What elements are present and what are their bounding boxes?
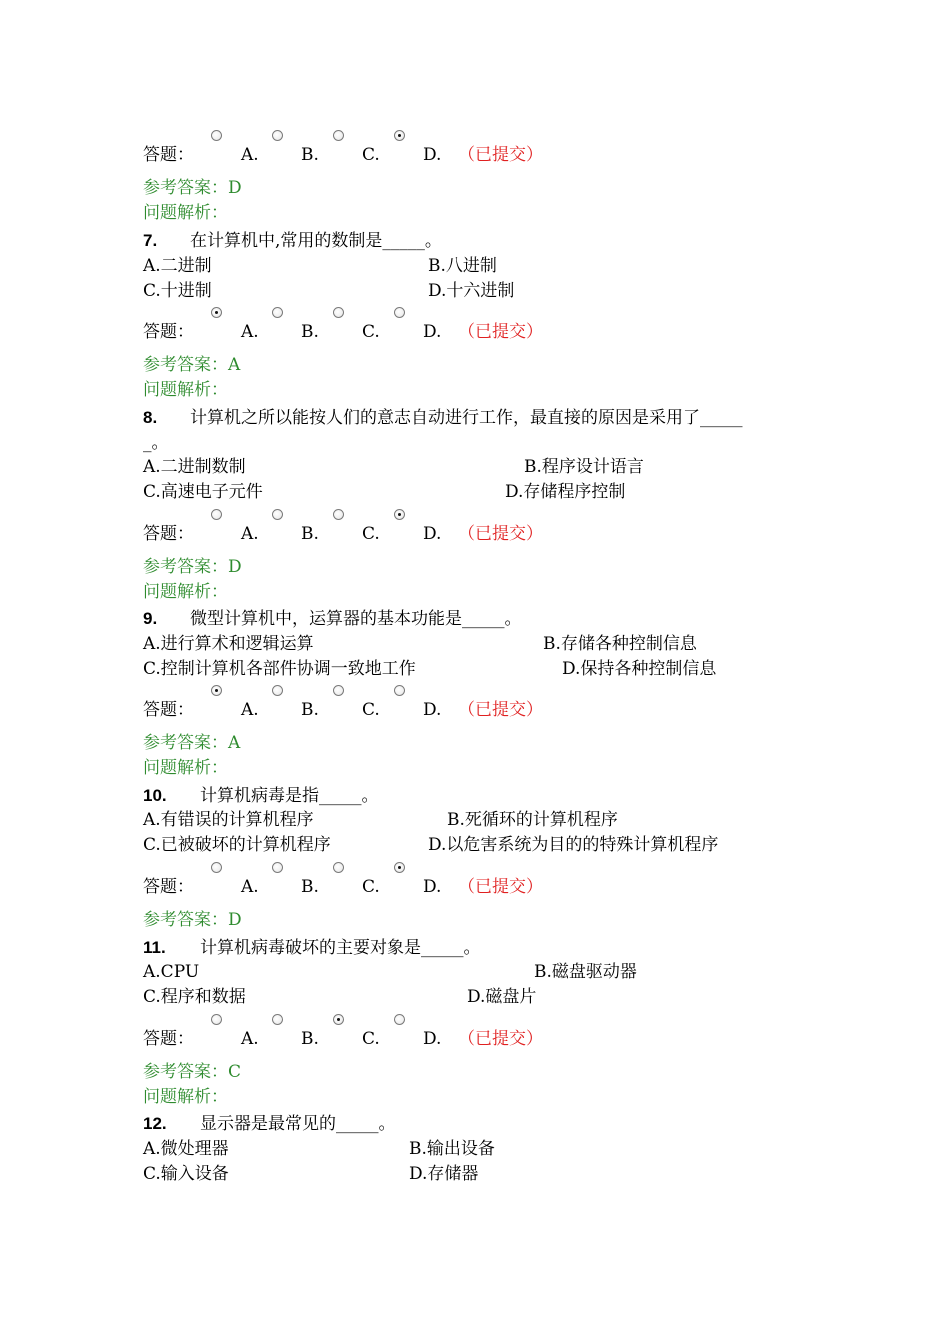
- question-stem: 计算机之所以能按人们的意志自动进行工作，最直接的原因是采用了_____: [190, 408, 743, 428]
- option-a: A.微处理器: [143, 1139, 229, 1159]
- question-number: 9.: [143, 609, 158, 628]
- option-b: B.存储各种控制信息: [543, 634, 697, 654]
- answer-label: 答题：: [143, 1029, 194, 1049]
- submitted-status: （已提交）: [458, 524, 543, 544]
- radio-q9-c[interactable]: [333, 685, 344, 696]
- option-letter-c: C.: [362, 877, 380, 897]
- option-letter-d: D.: [423, 145, 442, 165]
- question-stem: 计算机病毒破坏的主要对象是_____。: [200, 938, 481, 958]
- option-letter-d: D.: [423, 877, 442, 897]
- option-letter-d: D.: [423, 524, 442, 544]
- answer-label: 答题：: [143, 145, 194, 165]
- option-c: C.已被破坏的计算机程序: [143, 835, 331, 855]
- radio-q6-c[interactable]: [333, 130, 344, 141]
- option-letter-b: B.: [301, 322, 319, 342]
- answer-label: 答题：: [143, 700, 194, 720]
- option-c: C.程序和数据: [143, 987, 246, 1007]
- analysis-label: 问题解析：: [143, 203, 228, 223]
- radio-q8-d[interactable]: [394, 509, 405, 520]
- radio-q7-d[interactable]: [394, 307, 405, 318]
- option-b: B.程序设计语言: [524, 457, 644, 477]
- question-stem: 计算机病毒是指_____。: [200, 786, 379, 806]
- question-stem: 在计算机中,常用的数制是_____。: [190, 231, 442, 251]
- submitted-status: （已提交）: [458, 877, 543, 897]
- radio-q10-d[interactable]: [394, 862, 405, 873]
- option-letter-b: B.: [301, 524, 319, 544]
- radio-q8-b[interactable]: [272, 509, 283, 520]
- option-c: C.控制计算机各部件协调一致地工作: [143, 659, 416, 679]
- option-d: D.十六进制: [428, 281, 515, 301]
- analysis-label: 问题解析：: [143, 758, 228, 778]
- option-d: D.存储程序控制: [505, 482, 626, 502]
- option-letter-b: B.: [301, 700, 319, 720]
- option-letter-b: B.: [301, 877, 319, 897]
- option-letter-d: D.: [423, 1029, 442, 1049]
- option-a: A.有错误的计算机程序: [143, 810, 314, 830]
- option-b: B.死循环的计算机程序: [447, 810, 618, 830]
- option-c: C.十进制: [143, 281, 212, 301]
- question-number: 8.: [143, 408, 158, 427]
- option-letter-a: A.: [241, 322, 259, 342]
- option-b: B.输出设备: [409, 1139, 495, 1159]
- radio-q10-a[interactable]: [211, 862, 222, 873]
- option-letter-c: C.: [362, 1029, 380, 1049]
- radio-q9-b[interactable]: [272, 685, 283, 696]
- question-stem-continued: _。: [143, 433, 169, 453]
- option-letter-a: A.: [241, 524, 259, 544]
- analysis-label: 问题解析：: [143, 1087, 228, 1107]
- question-number: 7.: [143, 231, 158, 250]
- option-letter-c: C.: [362, 700, 380, 720]
- analysis-label: 问题解析：: [143, 582, 228, 602]
- option-letter-b: B.: [301, 1029, 319, 1049]
- radio-q8-a[interactable]: [211, 509, 222, 520]
- reference-answer: 参考答案：D: [143, 178, 242, 198]
- radio-q10-b[interactable]: [272, 862, 283, 873]
- radio-q6-a[interactable]: [211, 130, 222, 141]
- question-number: 11.: [143, 938, 166, 957]
- reference-answer: 参考答案：A: [143, 355, 241, 375]
- option-d: D.以危害系统为目的的特殊计算机程序: [428, 835, 719, 855]
- option-letter-a: A.: [241, 877, 259, 897]
- option-letter-c: C.: [362, 524, 380, 544]
- radio-q7-b[interactable]: [272, 307, 283, 318]
- answer-label: 答题：: [143, 322, 194, 342]
- submitted-status: （已提交）: [458, 145, 543, 165]
- option-a: A.CPU: [143, 962, 200, 982]
- radio-q7-c[interactable]: [333, 307, 344, 318]
- option-d: D.保持各种控制信息: [562, 659, 717, 679]
- option-letter-a: A.: [241, 1029, 259, 1049]
- radio-q9-d[interactable]: [394, 685, 405, 696]
- radio-q11-b[interactable]: [272, 1014, 283, 1025]
- option-letter-c: C.: [362, 322, 380, 342]
- option-a: A.进行算术和逻辑运算: [143, 634, 314, 654]
- reference-answer: 参考答案：D: [143, 557, 242, 577]
- radio-q9-a[interactable]: [211, 685, 222, 696]
- reference-answer: 参考答案：D: [143, 910, 242, 930]
- option-c: C.高速电子元件: [143, 482, 263, 502]
- option-letter-d: D.: [423, 322, 442, 342]
- submitted-status: （已提交）: [458, 1029, 543, 1049]
- analysis-label: 问题解析：: [143, 380, 228, 400]
- question-number: 12.: [143, 1114, 167, 1133]
- option-letter-a: A.: [241, 145, 259, 165]
- radio-q11-a[interactable]: [211, 1014, 222, 1025]
- answer-label: 答题：: [143, 877, 194, 897]
- radio-q11-d[interactable]: [394, 1014, 405, 1025]
- question-number: 10.: [143, 786, 167, 805]
- reference-answer: 参考答案：C: [143, 1062, 242, 1082]
- radio-q6-b[interactable]: [272, 130, 283, 141]
- radio-q10-c[interactable]: [333, 862, 344, 873]
- option-letter-d: D.: [423, 700, 442, 720]
- option-letter-c: C.: [362, 145, 380, 165]
- option-letter-b: B.: [301, 145, 319, 165]
- question-stem: 微型计算机中，运算器的基本功能是_____。: [190, 609, 522, 629]
- option-letter-a: A.: [241, 700, 259, 720]
- option-a: A.二进制: [143, 256, 212, 276]
- reference-answer: 参考答案：A: [143, 733, 241, 753]
- radio-q7-a[interactable]: [211, 307, 222, 318]
- question-stem: 显示器是最常见的_____。: [200, 1114, 396, 1134]
- option-d: D.磁盘片: [467, 987, 537, 1007]
- option-c: C.输入设备: [143, 1164, 229, 1184]
- answer-label: 答题：: [143, 524, 194, 544]
- option-a: A.二进制数制: [143, 457, 246, 477]
- submitted-status: （已提交）: [458, 700, 543, 720]
- option-d: D.存储器: [409, 1164, 479, 1184]
- submitted-status: （已提交）: [458, 322, 543, 342]
- radio-q11-c[interactable]: [333, 1014, 344, 1025]
- option-b: B.八进制: [428, 256, 497, 276]
- radio-q6-d[interactable]: [394, 130, 405, 141]
- radio-q8-c[interactable]: [333, 509, 344, 520]
- option-b: B.磁盘驱动器: [534, 962, 637, 982]
